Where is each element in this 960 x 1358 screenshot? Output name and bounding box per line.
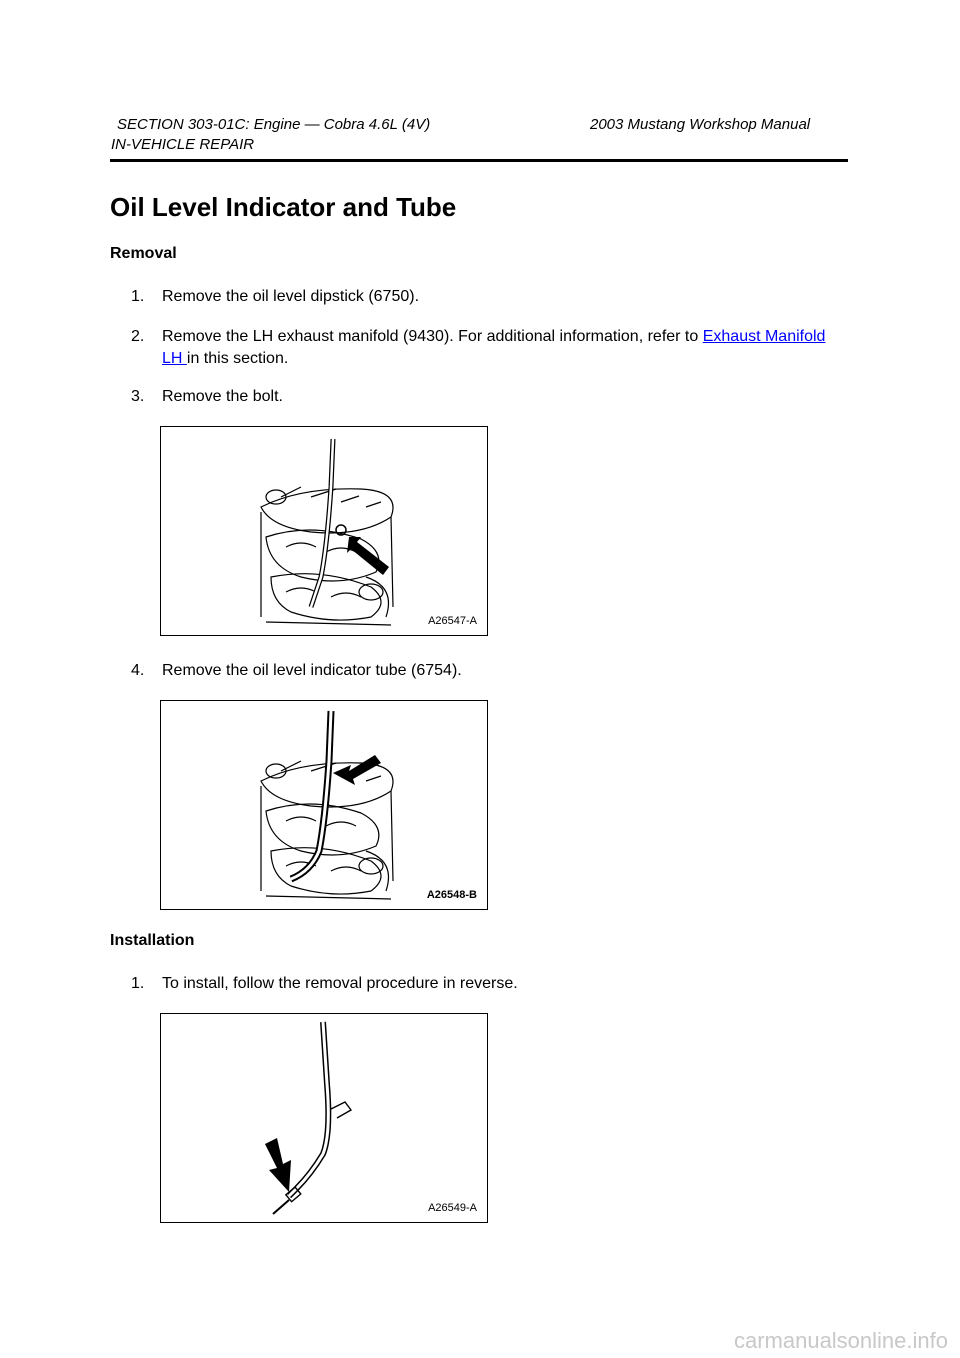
- step-number: 2.: [131, 328, 145, 345]
- header-rule: [110, 159, 848, 162]
- step-number: 1.: [131, 975, 145, 992]
- step-text: To install, follow the removal procedure in reverse.: [162, 975, 518, 992]
- step-text: [162, 326, 842, 370]
- engine-diagram-bolt-icon: [161, 427, 487, 635]
- figure-engine-tube: [160, 700, 488, 910]
- installation-heading: Installation: [110, 932, 195, 949]
- figure-caption: A26549-A: [428, 1202, 477, 1214]
- step-text-after: in this section.: [186, 350, 289, 367]
- figure-caption: A26547-A: [428, 615, 477, 627]
- header-section: SECTION 303-01C: Engine — Cobra 4.6L (4V): [117, 116, 431, 133]
- step-text: Remove the bolt.: [162, 388, 283, 405]
- page-title: Oil Level Indicator and Tube: [110, 192, 457, 222]
- watermark: carmanualsonline.info: [733, 1328, 948, 1353]
- step-number: 4.: [131, 662, 145, 679]
- step-text: Remove the oil level indicator tube (6754).: [162, 662, 462, 679]
- removal-heading: Removal: [110, 245, 177, 262]
- exhaust-manifold-link[interactable]: Exhaust Manifold LH: [162, 328, 826, 367]
- step-number: 3.: [131, 388, 145, 405]
- step-number: 1.: [131, 288, 145, 305]
- step-text: Remove the oil level dipstick (6750).: [162, 288, 420, 305]
- figure-caption: A26548-B: [426, 889, 477, 901]
- tube-diagram-icon: [161, 1014, 487, 1222]
- figure-tube: [160, 1013, 488, 1223]
- header-subtitle: IN-VEHICLE REPAIR: [111, 136, 255, 153]
- step-text-before: Remove the LH exhaust manifold (9430). For additional information, refer to: [162, 328, 703, 345]
- figure-engine-bolt: [160, 426, 488, 636]
- header-manual-title: 2003 Mustang Workshop Manual: [590, 116, 811, 133]
- engine-diagram-tube-icon: [161, 701, 487, 909]
